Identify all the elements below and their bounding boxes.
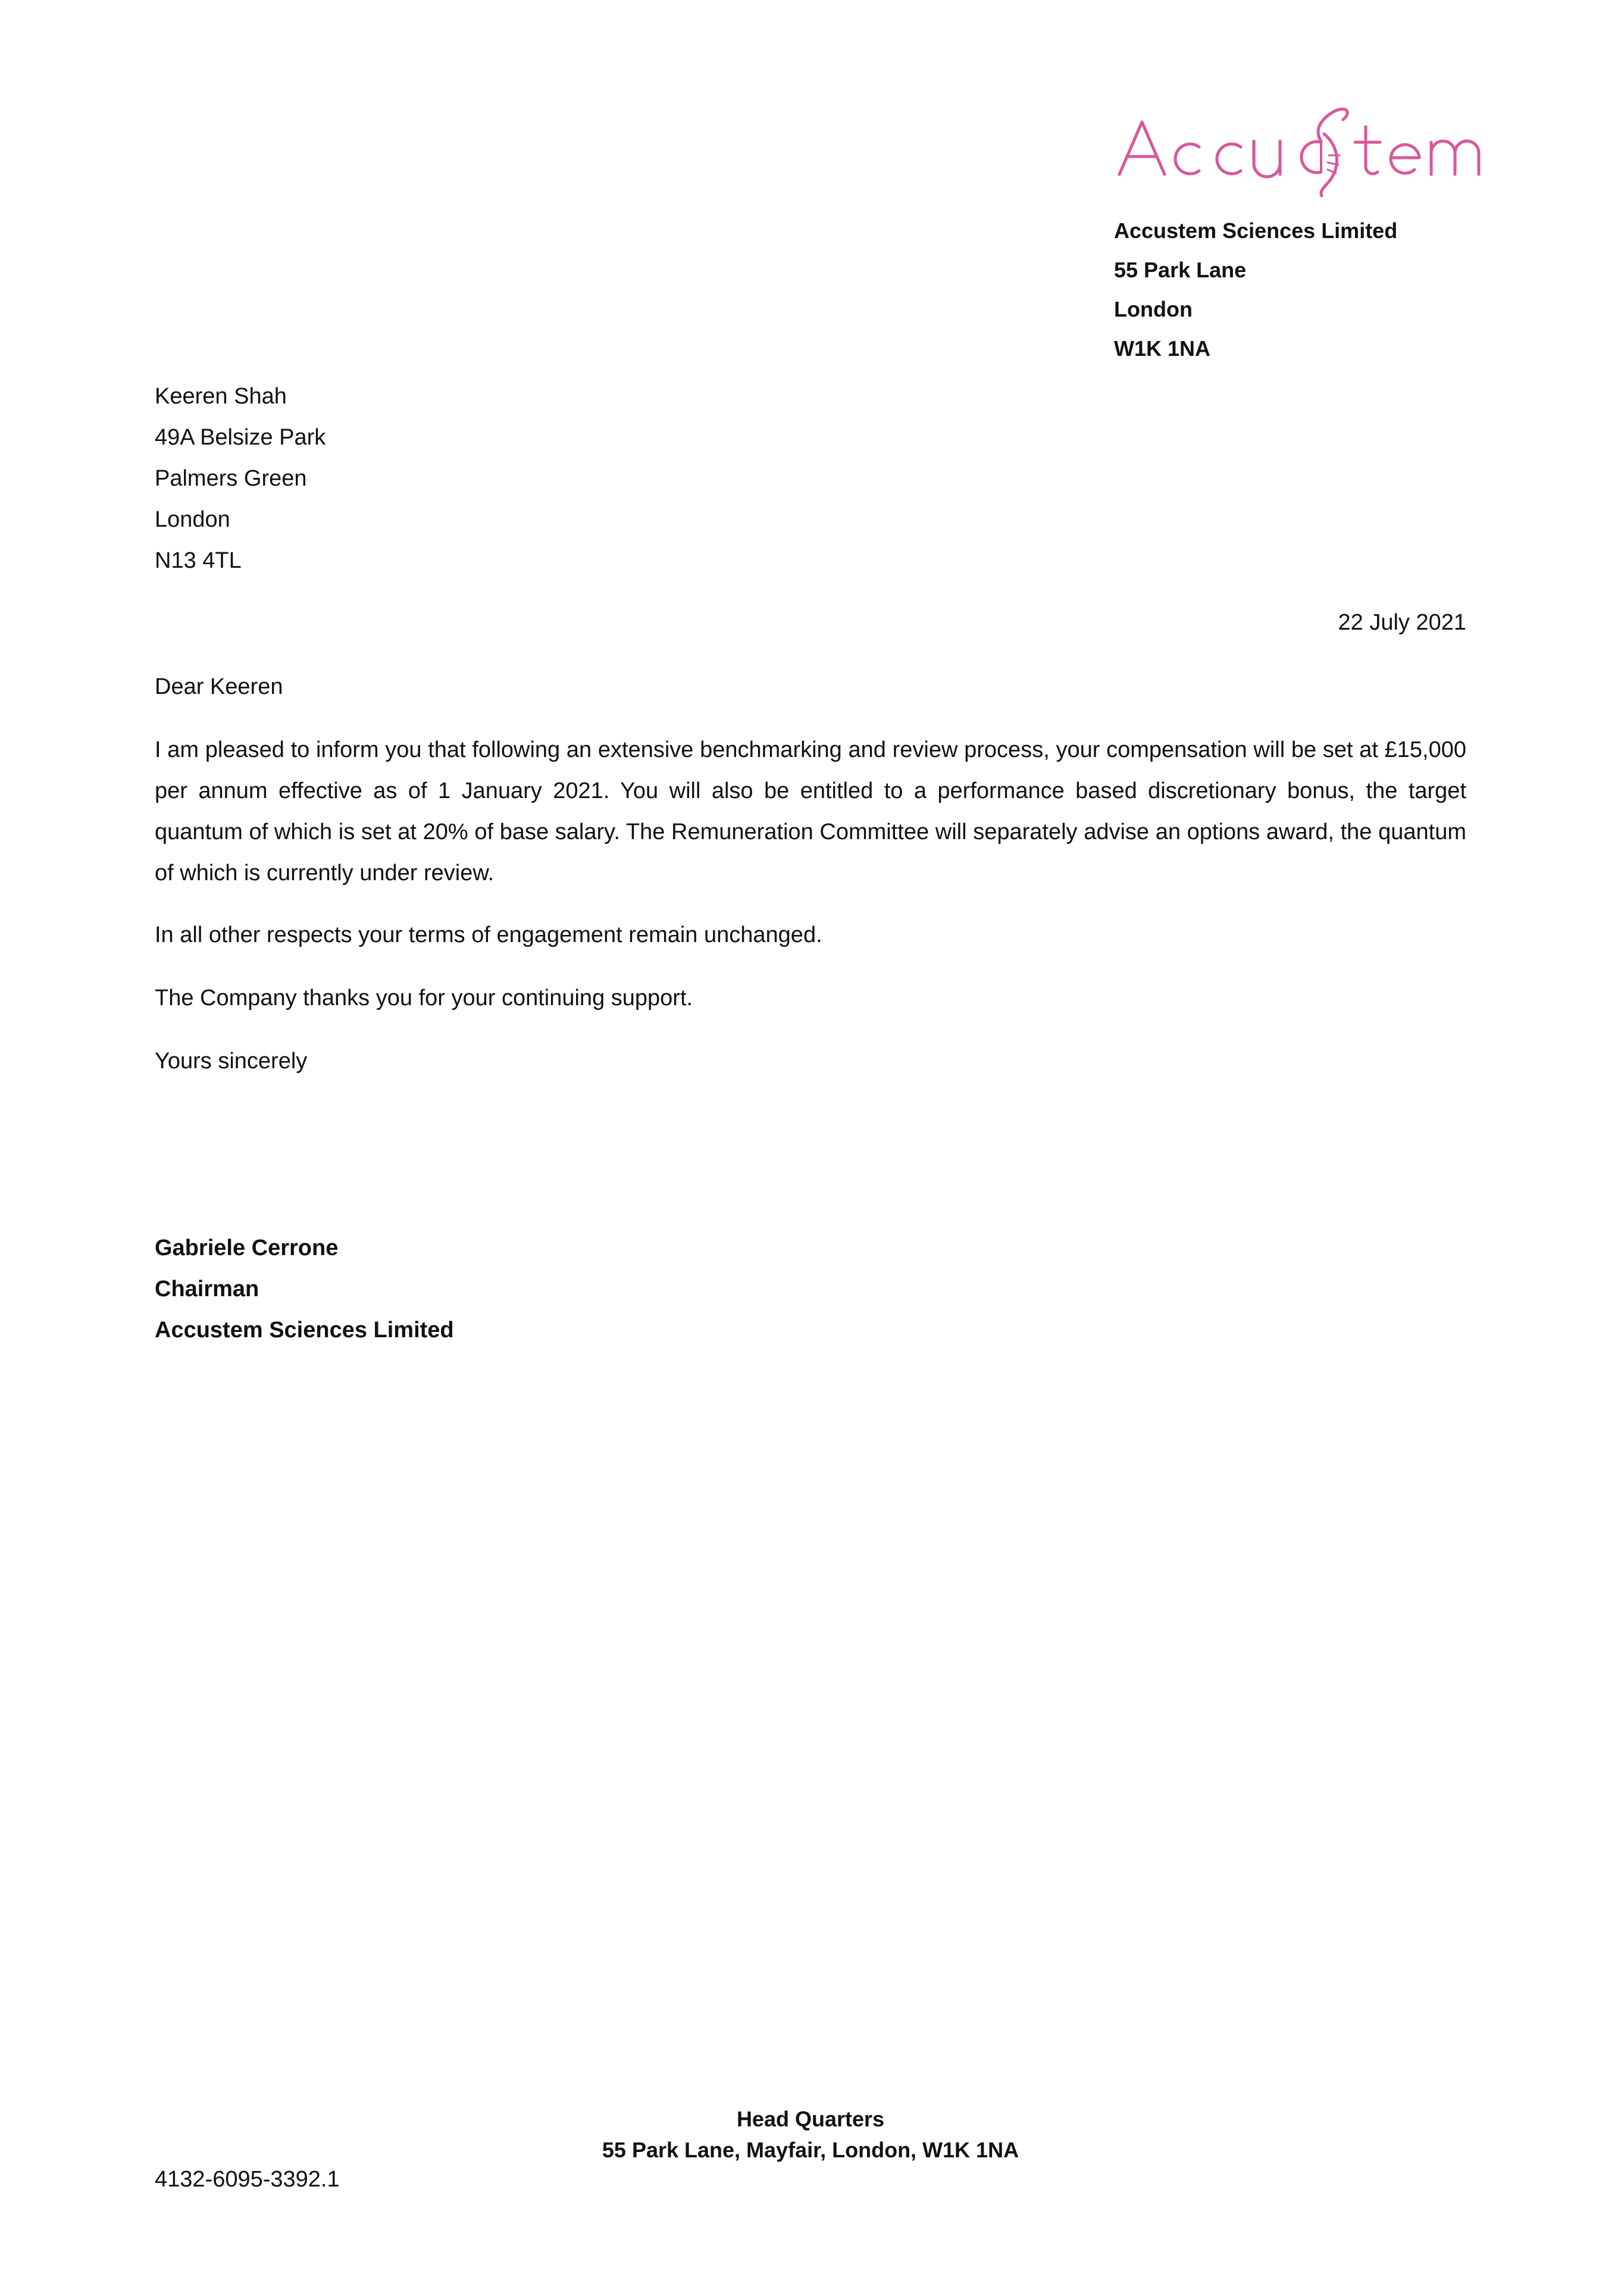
recipient-city: London	[155, 507, 230, 532]
body-paragraph-compensation: I am pleased to inform you that following an extensive benchmarking and review process, your compensation will be set at £15,000 per annum effective as of 1 January 2021. You will also be entitled to a performance based discretionary bonus, the target quantum of which is set at 20% of base salary. The Remuneration Committee will separately advise an options award, the quantum of which is currently under review.	[155, 737, 1466, 886]
sender-postcode: W1K 1NA	[1114, 336, 1211, 361]
sender-address	[1114, 211, 1397, 368]
sender-street: 55 Park Lane	[1114, 258, 1247, 282]
sender-company: Accustem Sciences Limited	[1114, 218, 1398, 243]
document-reference: 4132-6095-3392.1	[155, 2167, 340, 2192]
salutation: Dear Keeren	[155, 674, 283, 699]
signature-block	[155, 1228, 454, 1351]
recipient-area: Palmers Green	[155, 466, 307, 491]
signatory-name: Gabriele Cerrone	[155, 1235, 339, 1260]
recipient-name: Keeren Shah	[155, 384, 287, 409]
signatory-company: Accustem Sciences Limited	[155, 1318, 454, 1343]
recipient-street: 49A Belsize Park	[155, 425, 326, 450]
body-paragraph-terms: In all other respects your terms of engagement remain unchanged.	[155, 922, 822, 947]
logo-wordmark-art	[1116, 98, 1497, 199]
letter-footer	[0, 2104, 1621, 2166]
footer-address: 55 Park Lane, Mayfair, London, W1K 1NA	[602, 2138, 1019, 2162]
body-paragraph-thanks: The Company thanks you for your continuing support.	[155, 986, 693, 1011]
accustem-logo	[1116, 98, 1497, 199]
sender-city: London	[1114, 297, 1193, 321]
signatory-title: Chairman	[155, 1277, 259, 1302]
recipient-postcode: N13 4TL	[155, 548, 242, 573]
letter-date: 22 July 2021	[1338, 610, 1466, 635]
footer-heading: Head Quarters	[736, 2107, 885, 2131]
recipient-address	[155, 376, 326, 581]
closing: Yours sincerely	[155, 1049, 308, 1074]
